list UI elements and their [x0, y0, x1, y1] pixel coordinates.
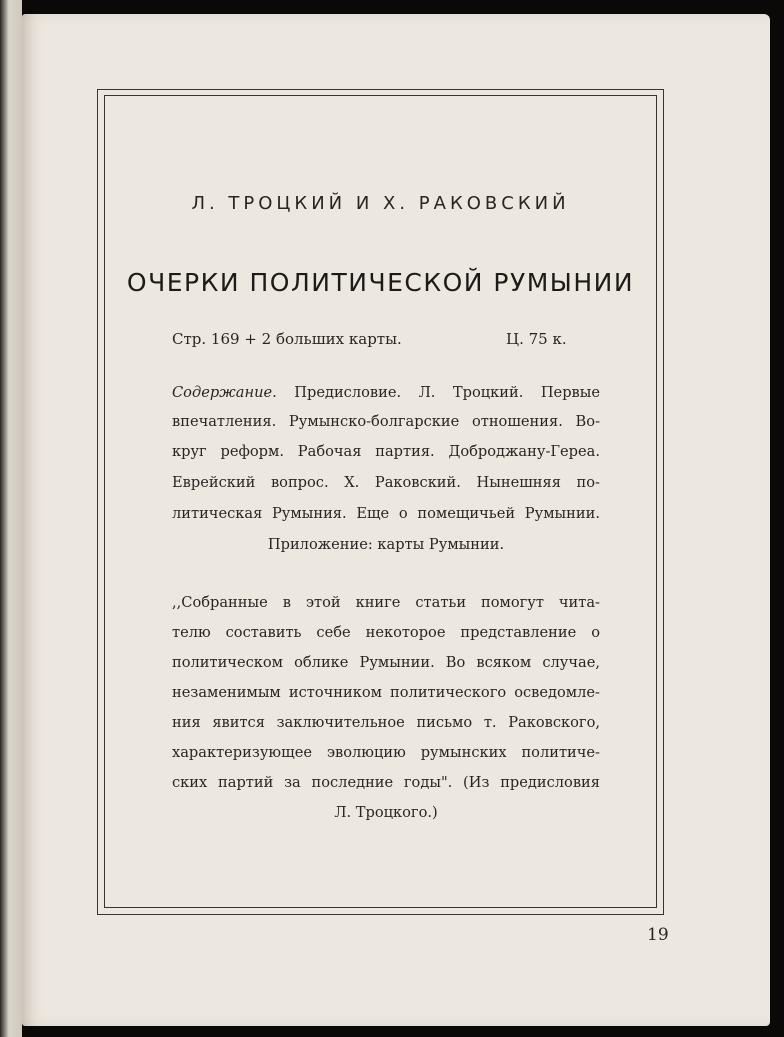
contents-line-5: литическая Румыния. Еще о помещичьей Румынии.	[172, 505, 600, 522]
contents-line-1	[172, 384, 600, 401]
quote-line-6: характеризующее эволюцию румынских политиче-	[172, 744, 600, 761]
quote-line-2: телю составить себе некоторое представление о	[172, 624, 600, 641]
quote-line-1: ,,Собранные в этой книге статьи помогут чита-	[172, 594, 600, 611]
contents-text-1: Предисловие. Л. Троцкий. Первые	[294, 384, 601, 401]
page-number: 19	[647, 925, 669, 945]
authors: Л. ТРОЦКИЙ И Х. РАКОВСКИЙ	[191, 193, 570, 214]
quote-line-4: незаменимым источником политического осведомле-	[172, 684, 600, 701]
quote-line-3: политическом облике Румынии. Во всяком случае,	[172, 654, 600, 671]
book-title: ОЧЕРКИ ПОЛИТИЧЕСКОЙ РУМЫНИИ	[126, 268, 635, 297]
contents-line-4: Еврейский вопрос. Х. Раковский. Нынешняя по-	[172, 474, 600, 491]
contents-line-2: впечатления. Румынско-болгарские отношения. Во-	[172, 413, 600, 430]
page-count: Стр. 169 + 2 больших карты.	[172, 330, 402, 348]
contents-appendix: Приложение: карты Румынии.	[267, 536, 505, 553]
price: Ц. 75 к.	[506, 330, 567, 348]
quote-line-5: ния явится заключительное письмо т. Раковского,	[172, 714, 600, 731]
contents-line-3: круг реформ. Рабочая партия. Доброджану-Гереа.	[172, 443, 600, 460]
facing-page-edge	[0, 0, 22, 1037]
quote-line-8: Л. Троцкого.)	[334, 804, 438, 821]
contents-label: Содержание.	[172, 384, 277, 401]
quote-line-7: ских партий за последние годы". (Из предисловия	[172, 774, 600, 791]
